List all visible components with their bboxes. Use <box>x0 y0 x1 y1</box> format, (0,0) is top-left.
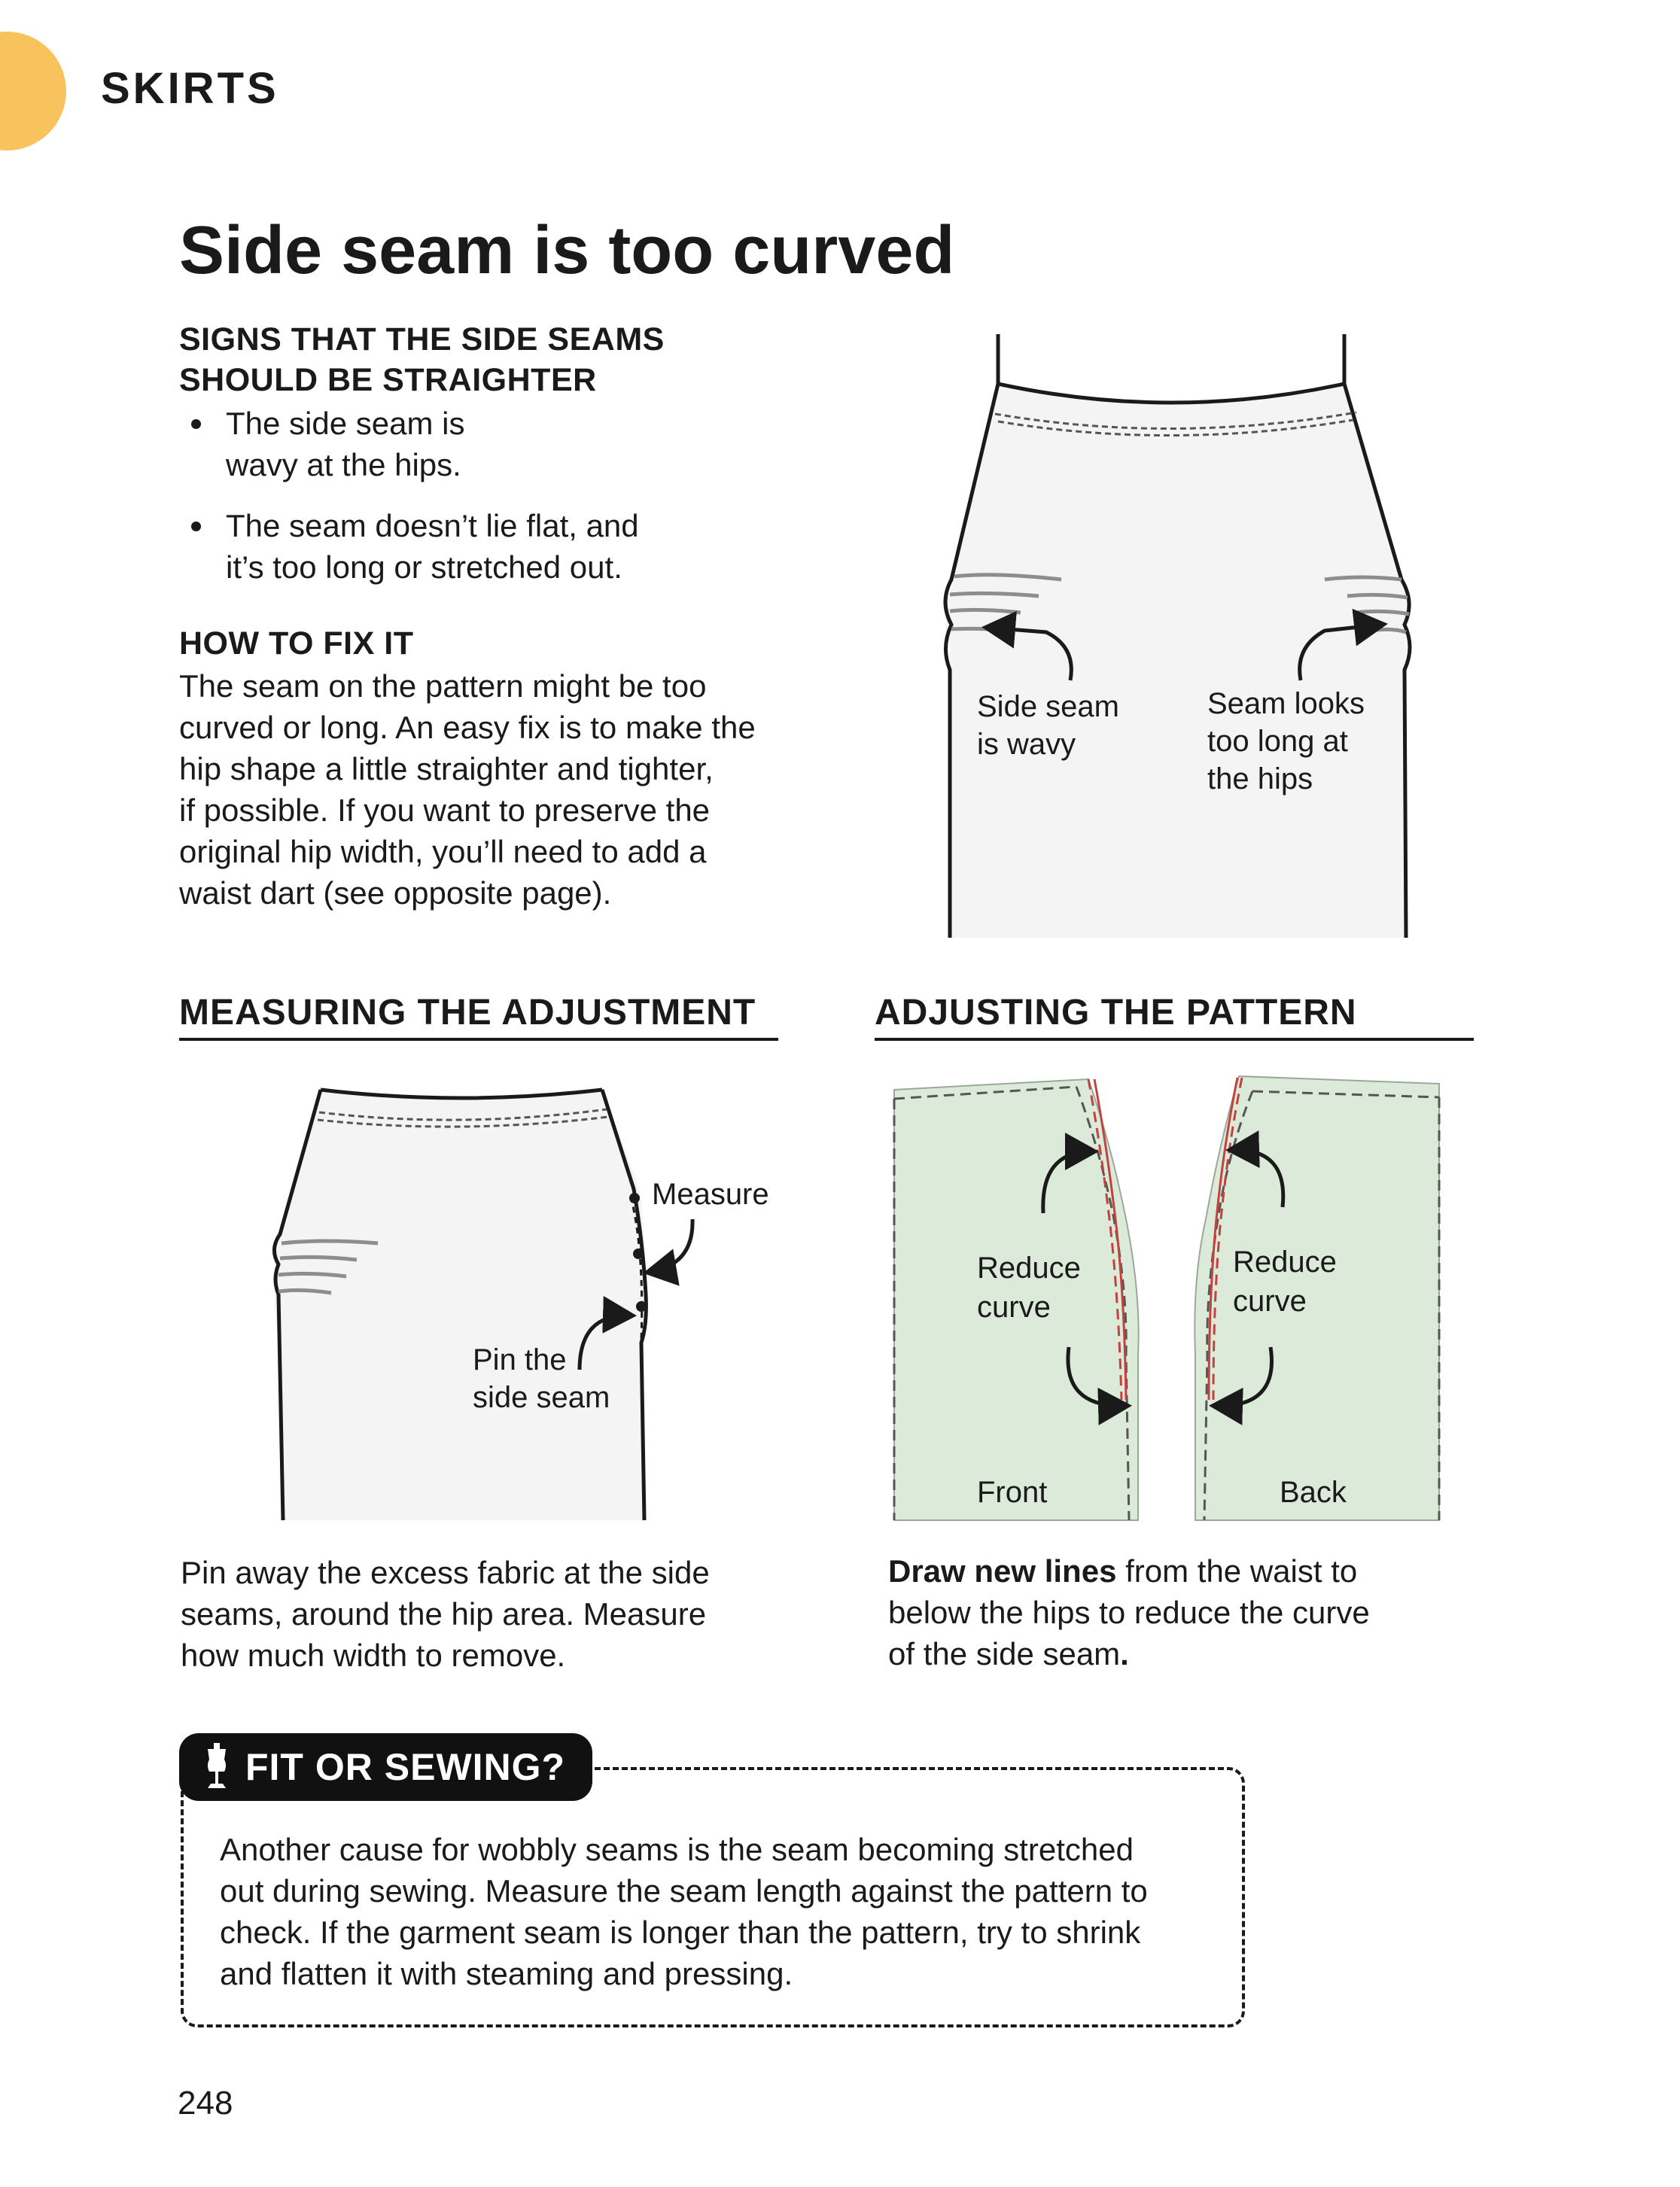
label-seam-looks: too long at <box>1207 725 1348 758</box>
arrow-icon <box>650 1219 692 1272</box>
page-title: Side seam is too curved <box>179 213 955 288</box>
fit-box-body <box>220 1829 1236 1994</box>
label-reduce-curve: Reduce <box>977 1252 1081 1285</box>
caption-line: how much width to remove. <box>181 1638 566 1673</box>
label-reduce-curve: curve <box>1233 1285 1307 1318</box>
pattern-piece-fill <box>1195 1076 1439 1520</box>
skirt-body-fill <box>274 1090 644 1520</box>
fit-badge-label: FIT OR SEWING? <box>245 1746 566 1788</box>
fit-line: out during sewing. Measure the seam length against the pattern to <box>220 1873 1148 1909</box>
list-item-text: The side seam is <box>226 406 465 441</box>
list-item-text: wavy at the hips. <box>226 447 461 482</box>
label-side-seam: is wavy <box>977 728 1076 761</box>
fix-line: waist dart (see opposite page). <box>179 875 612 911</box>
caption-text: from the waist to <box>1116 1553 1358 1589</box>
skirt-illustration-top <box>945 334 1410 938</box>
label-front: Front <box>977 1476 1048 1509</box>
skirt-illustration-measure <box>274 1090 768 1520</box>
label-reduce-curve: Reduce <box>1233 1246 1337 1279</box>
measuring-heading: MEASURING THE ADJUSTMENT <box>179 992 778 1041</box>
fix-line: curved or long. An easy fix is to make the <box>179 710 756 745</box>
adjusting-caption <box>888 1550 1505 1674</box>
pattern-front <box>894 1079 1139 1520</box>
signs-heading-line: SIGNS THAT THE SIDE SEAMS <box>179 321 665 357</box>
label-seam-looks: the hips <box>1207 762 1313 795</box>
signs-heading-line: SHOULD BE STRAIGHTER <box>179 362 597 398</box>
dress-form-icon <box>202 1743 232 1791</box>
fit-line: and flatten it with steaming and pressing. <box>220 1956 793 1991</box>
caption-line: seams, around the hip area. Measure <box>181 1596 707 1632</box>
label-measure: Measure <box>652 1178 769 1211</box>
measuring-caption <box>181 1552 798 1676</box>
caption-bold: . <box>1120 1636 1129 1671</box>
fix-line: hip shape a little straighter and tighter, <box>179 751 714 786</box>
fix-line: The seam on the pattern might be too <box>179 668 707 704</box>
pin-icon <box>629 1193 640 1203</box>
label-reduce-curve: curve <box>977 1291 1051 1324</box>
fit-line: check. If the garment seam is longer than the pattern, try to shrink <box>220 1915 1141 1950</box>
fix-heading: HOW TO FIX IT <box>179 625 414 662</box>
caption-line: below the hips to reduce the curve <box>888 1595 1370 1630</box>
fix-line: if possible. If you want to preserve the <box>179 792 711 828</box>
caption-line: Pin away the excess fabric at the side <box>181 1555 710 1590</box>
caption-text: of the side seam <box>888 1636 1121 1671</box>
label-pin: side seam <box>473 1381 610 1414</box>
pin-icon <box>633 1249 644 1259</box>
label-pin: Pin the <box>473 1343 567 1376</box>
label-seam-looks: Seam looks <box>1207 687 1365 720</box>
caption-line <box>888 1550 1505 1592</box>
pattern-back <box>1195 1076 1439 1520</box>
list-item-text: The seam doesn’t lie flat, and <box>226 508 639 543</box>
pin-icon <box>636 1301 647 1312</box>
fit-line: Another cause for wobbly seams is the seam becoming stretched <box>220 1832 1134 1867</box>
caption-bold: Draw new lines <box>888 1553 1117 1589</box>
label-side-seam: Side seam <box>977 690 1119 723</box>
fix-line: original hip width, you’ll need to add a <box>179 834 707 869</box>
caption-line <box>888 1633 1505 1674</box>
section-label: SKIRTS <box>101 64 279 113</box>
page-number: 248 <box>178 2085 233 2122</box>
skirt-body-fill <box>945 384 1408 938</box>
fit-or-sewing-badge <box>179 1733 592 1801</box>
adjusting-heading: ADJUSTING THE PATTERN <box>875 992 1474 1041</box>
label-back: Back <box>1280 1476 1347 1509</box>
list-item-text: it’s too long or stretched out. <box>226 549 622 585</box>
